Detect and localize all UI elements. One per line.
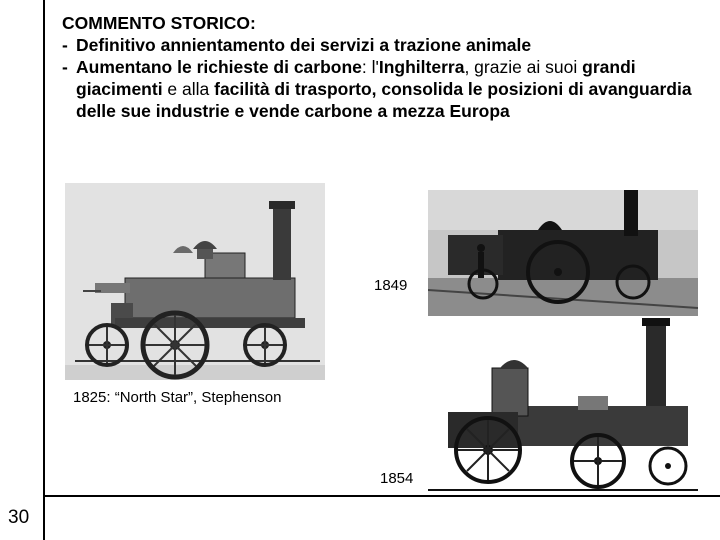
- commentary-item-1: [62, 34, 712, 56]
- image-caption-1825: 1825: “North Star”, Stephenson: [73, 389, 282, 406]
- bullet-dash: -: [62, 57, 68, 77]
- commentary-item-1-text: Definitivo annientamento dei servizi a trazione animale: [76, 35, 532, 55]
- deposits-text: grandi giacimenti: [76, 57, 636, 99]
- slide-number: 30: [8, 507, 30, 528]
- transport-text: facilità di trasporto, consolida le posizioni di avanguardia delle sue industrie e vende carbone a mezza Europa: [76, 79, 692, 121]
- commentary-item-2-text: [76, 56, 712, 122]
- thanks-to-text: , grazie ai suoi: [464, 57, 583, 77]
- colon-text: : l': [361, 57, 379, 77]
- image-caption-1849: 1849: [374, 277, 408, 294]
- commentary-item-2: [62, 56, 712, 122]
- locomotive-1849-photo: [428, 190, 698, 316]
- and-the-text: e alla: [162, 79, 215, 99]
- coal-demand-text: Aumentano le richieste di carbone: [76, 57, 362, 77]
- england-text: Inghilterra: [378, 57, 465, 77]
- bottom-horizontal-rule: [43, 495, 720, 497]
- locomotive-1854-engraving: [428, 316, 698, 492]
- historical-commentary: [62, 12, 712, 122]
- bullet-dash: -: [62, 35, 68, 55]
- left-vertical-rule: [43, 0, 45, 540]
- image-caption-1854: 1854: [380, 470, 414, 487]
- north-star-locomotive-image: [65, 183, 325, 380]
- commentary-heading: COMMENTO STORICO:: [62, 13, 256, 33]
